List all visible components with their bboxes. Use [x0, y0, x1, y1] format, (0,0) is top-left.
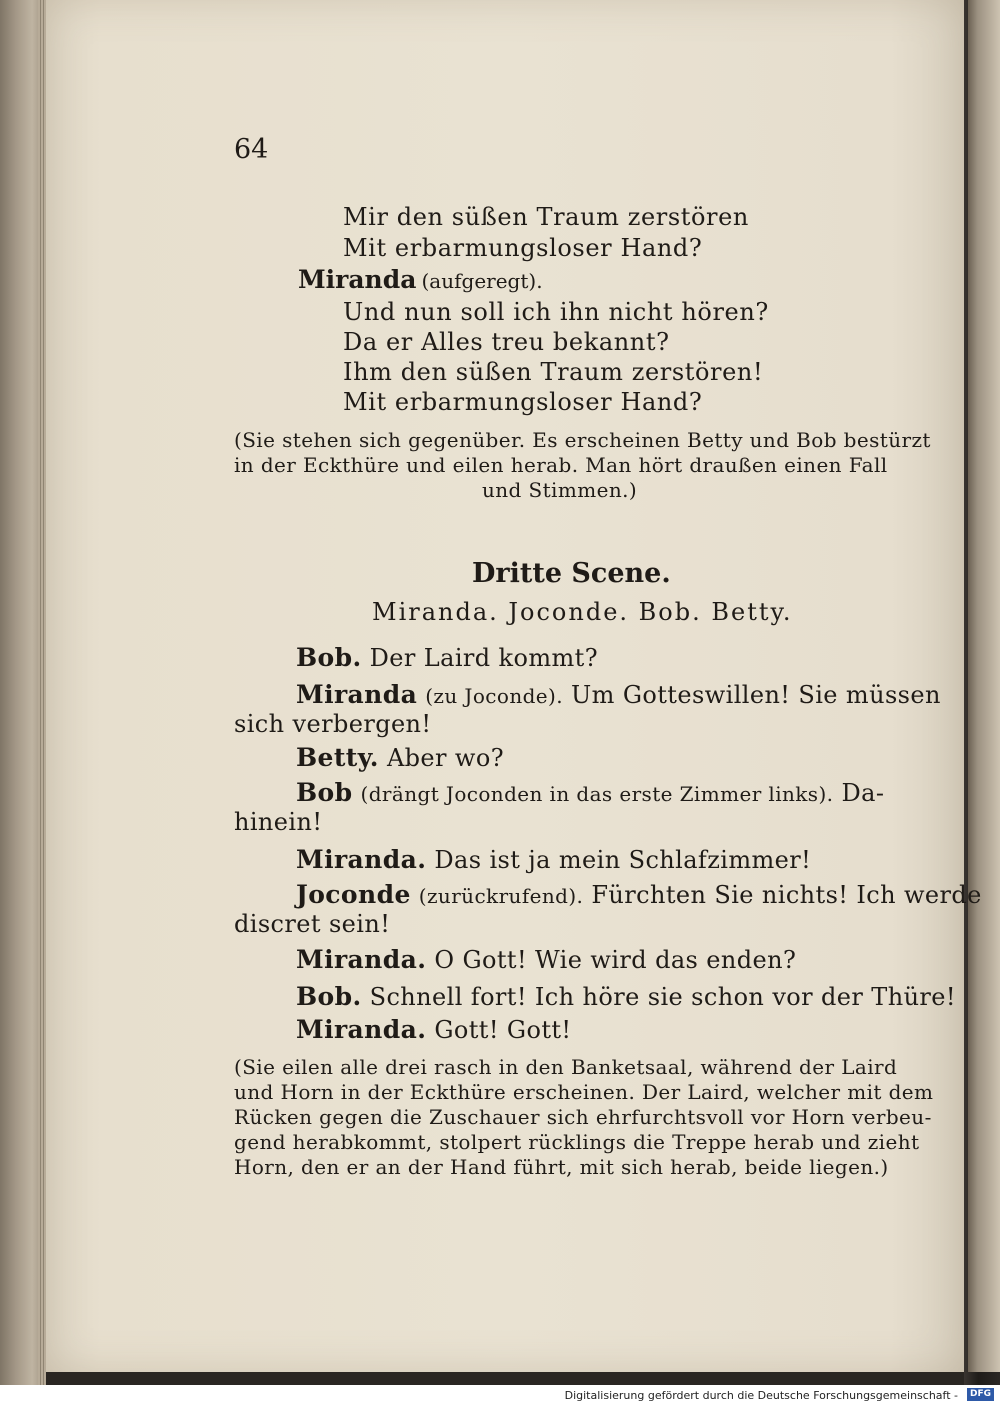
- dialogue-line: [296, 845, 811, 874]
- facing-page-edge: [968, 0, 1000, 1372]
- stage-direction-line: in der Eckthüre und eilen herab. Man hört draußen einen Fall: [234, 453, 888, 477]
- dialogue-text: Der Laird kommt?: [369, 644, 598, 672]
- character-list: Miranda. Joconde. Bob. Betty.: [372, 598, 793, 626]
- dialogue-text: Da-: [841, 779, 885, 807]
- verse-line: Und nun soll ich ihn nicht hören?: [343, 298, 769, 326]
- dialogue-line: [296, 1015, 571, 1044]
- speaker-name: Miranda: [296, 680, 418, 709]
- dialogue-continuation: sich verbergen!: [234, 710, 432, 738]
- verse-line: Da er Alles treu bekannt?: [343, 328, 670, 356]
- stage-direction-line: gend herabkommt, stolpert rücklings die Treppe herab und zieht: [234, 1130, 920, 1154]
- stage-direction-line: Horn, den er an der Hand führt, mit sich herab, beide liegen.): [234, 1155, 889, 1179]
- dialogue-text: O Gott! Wie wird das enden?: [434, 946, 797, 974]
- verse-line: Mit erbarmungsloser Hand?: [343, 234, 703, 262]
- dialogue-line: [296, 982, 956, 1011]
- stage-direction: (zu Joconde).: [425, 684, 563, 708]
- scene-heading: Dritte Scene.: [472, 558, 671, 589]
- dfg-logo: DFG: [967, 1388, 994, 1401]
- verse-line: Mir den süßen Traum zerstören: [343, 203, 749, 231]
- dialogue-line: [296, 778, 884, 807]
- dialogue-line: [296, 680, 941, 709]
- dialogue-line: [296, 643, 598, 672]
- dialogue-text: Fürchten Sie nichts! Ich werde: [591, 881, 982, 909]
- dialogue-text: Um Gotteswillen! Sie müssen: [571, 681, 941, 709]
- stage-direction-line: (Sie eilen alle drei rasch in den Banketsaal, während der Laird: [234, 1055, 898, 1079]
- dialogue-text: Das ist ja mein Schlafzimmer!: [434, 846, 812, 874]
- dialogue-line: [296, 743, 504, 772]
- speaker-name: Miranda.: [296, 845, 427, 874]
- stage-direction: (aufgeregt).: [421, 269, 543, 293]
- dialogue-line: [296, 945, 796, 974]
- dialogue-line: [296, 880, 982, 909]
- speaker-name: Bob.: [296, 643, 362, 672]
- speaker-name: Miranda: [298, 265, 417, 294]
- stage-direction-line: (Sie stehen sich gegenüber. Es erscheinen Betty und Bob bestürzt: [234, 428, 931, 452]
- dialogue-continuation: discret sein!: [234, 910, 391, 938]
- stage-direction-line: und Stimmen.): [482, 478, 638, 502]
- book-edge: [0, 0, 46, 1385]
- stage-direction-line: Rücken gegen die Zuschauer sich ehrfurchtsvoll vor Horn verbeu-: [234, 1105, 932, 1129]
- dialogue-text: Aber wo?: [386, 744, 504, 772]
- dialogue-text: Schnell fort! Ich höre sie schon vor der Thüre!: [369, 983, 956, 1011]
- speaker-name: Miranda.: [296, 1015, 427, 1044]
- stage-direction-line: und Horn in der Eckthüre erscheinen. Der Laird, welcher mit dem: [234, 1080, 934, 1104]
- speaker-name: Miranda.: [296, 945, 427, 974]
- speaker-name: Bob.: [296, 982, 362, 1011]
- footer-credit: Digitalisierung gefördert durch die Deutsche Forschungsgemeinschaft -: [564, 1389, 958, 1402]
- dialogue-text: Gott! Gott!: [434, 1016, 572, 1044]
- stage-direction: (drängt Joconden in das erste Zimmer links).: [360, 782, 834, 806]
- verse-line: Mit erbarmungsloser Hand?: [343, 388, 703, 416]
- speaker-name: Betty.: [296, 743, 379, 772]
- verse-line: Ihm den süßen Traum zerstören!: [343, 358, 764, 386]
- dialogue-continuation: hinein!: [234, 808, 323, 836]
- speaker-name: Joconde: [296, 880, 411, 909]
- page-number: 64: [234, 134, 269, 165]
- stage-direction: (zurückrufend).: [418, 884, 584, 908]
- speaker-name: Bob: [296, 778, 353, 807]
- speech-header: [298, 265, 543, 294]
